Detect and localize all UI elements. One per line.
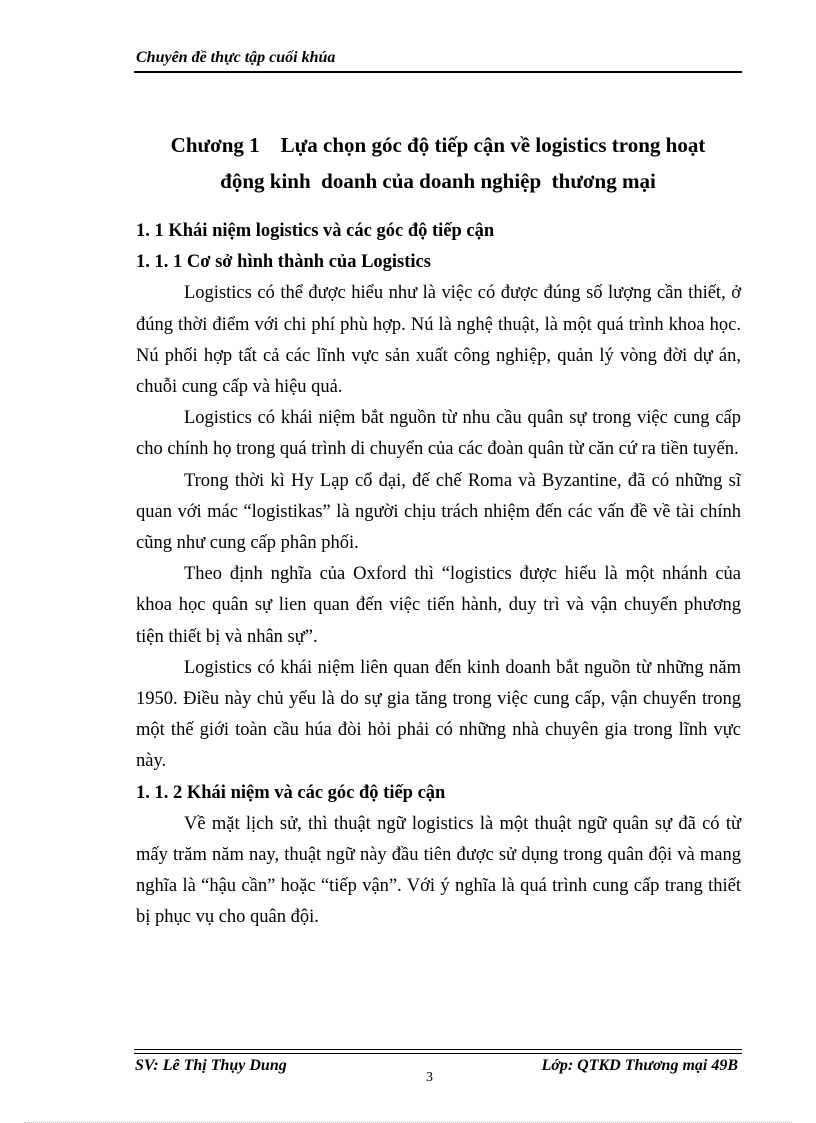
paragraph: Logistics có khái niệm bắt nguồn từ nhu cầu quân sự trong việc cung cấp cho chính họ trong quá trình di chuyển của các đoàn quân từ căn cứ ra tiền tuyến. — [136, 408, 741, 460]
chapter-title — [134, 127, 742, 199]
footer-student: SV: Lê Thị Thụy Dung — [135, 1057, 287, 1074]
chapter-title-line-2: động kinh doanh của doanh nghiệp thương mại — [220, 169, 656, 193]
paragraph: Logistics có khái niệm liên quan đến kinh doanh bắt nguồn từ những năm 1950. Điều này chủ yếu là do sự gia tăng trong việc cung cấp, vận chuyển trong một thế giới toàn cầu húa đòi hỏi phải có những nhà chuyên gia trong lĩnh vực này. — [136, 657, 741, 772]
footer-rule — [134, 1049, 742, 1054]
paragraph: Theo định nghĩa của Oxford thì “logistics được hiểu là một nhánh của khoa học quân sự lien quan đến việc tiến hành, duy trì và vận chuyển phương tiện thiết bị và nhân sự”. — [136, 564, 741, 647]
section-heading-1-1: 1. 1 Khái niệm logistics và các góc độ tiếp cận — [136, 221, 495, 241]
section-heading-1-1-2: 1. 1. 2 Khái niệm và các góc độ tiếp cận — [136, 782, 446, 803]
document-body — [136, 216, 741, 934]
running-header-title: Chuyên đề thực tập cuối khúa — [136, 49, 336, 66]
chapter-title-line-1: Chương 1 Lựa chọn góc độ tiếp cận về logistics trong hoạt — [170, 133, 706, 157]
page-number: 3 — [426, 1070, 433, 1085]
section-heading-1-1-1: 1. 1. 1 Cơ sở hình thành của Logistics — [136, 252, 431, 273]
paragraph: Logistics có thể được hiểu như là việc có được đúng số lượng cần thiết, ở đúng thời điểm với chi phí phù hợp. Nú là nghệ thuật, là một quá trình khoa học. Nú phối hợp tất cả các lĩnh vực sản xuất công nghiệp, quản lý vòng đời dự án, chuỗi cung cấp và hiệu quả. — [136, 283, 741, 398]
footer-class: Lớp: QTKD Thương mại 49B — [541, 1057, 738, 1074]
paragraph: Trong thời kì Hy Lạp cổ đại, đế chế Roma và Byzantine, đã có những sĩ quan với mác “logistikas” là người chịu trách nhiệm đến các vấn đề về tài chính cũng như cung cấp phân phối. — [136, 470, 741, 554]
header-rule — [134, 71, 742, 73]
paragraph: Về mặt lịch sử, thì thuật ngữ logistics là một thuật ngữ quân sự đã có từ mấy trăm năm nay, thuật ngữ này đầu tiên được sử dụng trong quân đội và mang nghĩa là “hậu cần” hoặc “tiếp vận”. Với ý nghĩa là quá trình cung cấp trang thiết bị phục vụ cho quân đội. — [136, 813, 741, 928]
